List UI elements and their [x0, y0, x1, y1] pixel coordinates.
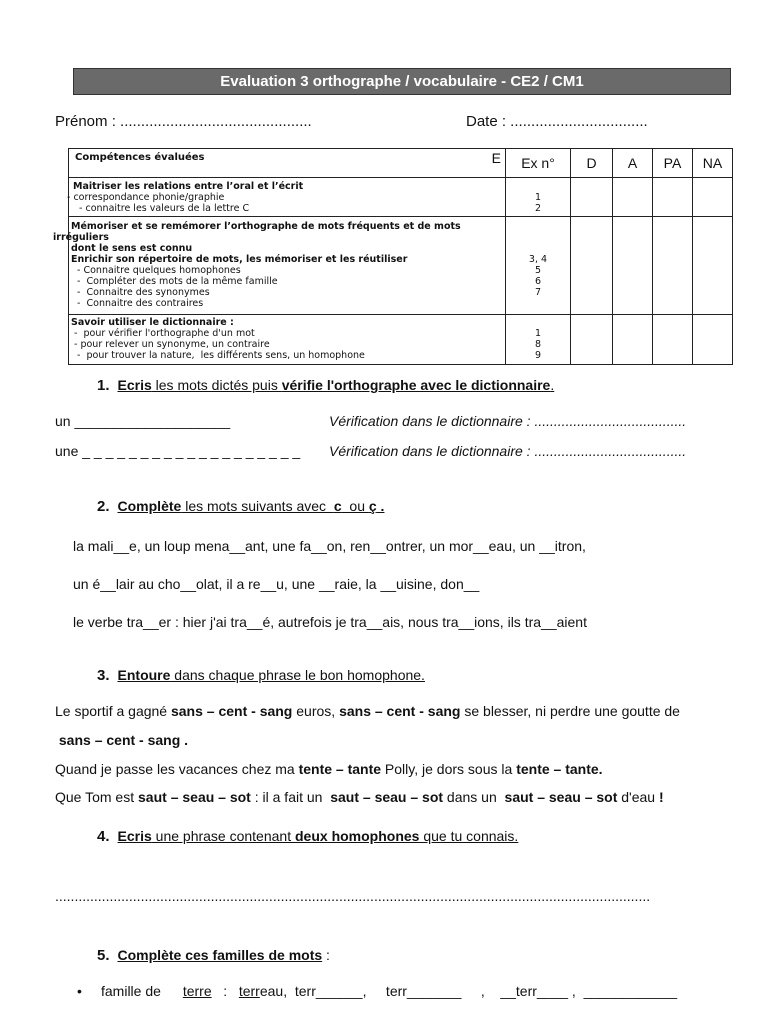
- root-word: terre: [182, 983, 212, 999]
- exercise-5-instruction: [97, 947, 330, 964]
- score-cell[interactable]: [653, 315, 693, 365]
- homophone-sentence-2: Quand je passe les vacances chez ma tente – tante Polly, je dors sous la tente – tante.: [55, 761, 603, 777]
- instruction-text: les mots suivants avec: [181, 498, 334, 514]
- competence-heading: irréguliers: [53, 232, 109, 243]
- instruction-text: dans chaque phrase le bon homophone.: [170, 667, 425, 683]
- exercise-number-label: 1.: [97, 377, 110, 394]
- instruction-text: ou: [341, 498, 369, 514]
- homophone-choice[interactable]: sans – cent - sang: [339, 703, 461, 719]
- score-cell[interactable]: [693, 217, 733, 315]
- exercise-number: [506, 232, 570, 243]
- exercise-number-label: 3.: [97, 667, 110, 684]
- score-cell[interactable]: [613, 315, 653, 365]
- sentence-answer-line[interactable]: .........................................................................................................................................................: [55, 888, 651, 904]
- table-row: [69, 178, 733, 217]
- dictation-answer-1[interactable]: un ____________________: [55, 413, 231, 429]
- competence-item: - pour vérifier l'orthographe d'un mot: [71, 328, 255, 339]
- exercise-number: [506, 181, 570, 192]
- exercise-number-label: 5.: [97, 947, 110, 964]
- exercise-number-label: 4.: [97, 828, 110, 845]
- exercise-4-instruction: [97, 828, 518, 845]
- header-na: NA: [693, 149, 733, 178]
- homophone-choice[interactable]: tente – tante.: [516, 761, 603, 777]
- competence-heading: dont le sens est connu: [71, 243, 193, 254]
- table-row: [69, 315, 733, 365]
- competence-item: - connaitre les valeurs de la lettre C: [73, 203, 250, 214]
- competence-heading: Mémoriser et se remémorer l’orthographe de mots fréquents et de mots: [71, 221, 461, 232]
- score-cell[interactable]: [653, 217, 693, 315]
- instruction-text: que tu connais.: [419, 828, 519, 844]
- exercise-number: 7: [534, 287, 542, 298]
- homophone-choice[interactable]: saut – seau – sot: [504, 789, 618, 805]
- competences-table: [53, 148, 733, 365]
- fill-in-line-1[interactable]: la mali__e, un loup mena__ant, une fa__on, ren__ontrer, un mor__eau, un __itron,: [73, 538, 586, 554]
- exercise-number: 1: [534, 192, 542, 203]
- competence-heading: Savoir utiliser le dictionnaire :: [71, 317, 234, 328]
- homophone-choice[interactable]: sans – cent - sang .: [55, 732, 189, 748]
- competence-heading: Maitriser les relations entre l’oral et l’écrit: [73, 181, 304, 192]
- instruction-text: .: [376, 498, 385, 514]
- competence-item: - Connaitre quelques homophones: [71, 265, 241, 276]
- exercise-number: 2: [534, 203, 542, 214]
- exercise-number: 1: [534, 328, 542, 339]
- competence-item: - pour relever un synonyme, un contraire: [71, 339, 270, 350]
- competence-item: - Connaitre des synonymes: [71, 287, 210, 298]
- score-cell[interactable]: [613, 217, 653, 315]
- homophone-choice[interactable]: saut – seau – sot: [138, 789, 251, 805]
- score-cell[interactable]: [571, 178, 613, 217]
- instruction-emphasis: deux homophones: [295, 828, 420, 844]
- exercise-3-instruction: [97, 667, 425, 684]
- exercise-number: [506, 221, 570, 232]
- word-family-line[interactable]: • famille de terre : terreau, terr______, terr_______ , __terr____ , ____________: [77, 983, 678, 999]
- instruction-emphasis: vérifie l'orthographe avec le dictionnaire: [281, 377, 551, 393]
- competence-item: - Connaitre des contraires: [71, 298, 204, 309]
- score-cell[interactable]: [613, 178, 653, 217]
- instruction-verb: Complète: [117, 498, 182, 514]
- fill-in-line-2[interactable]: un é__lair au cho__olat, il a re__u, une __raie, la __uisine, don__: [73, 576, 480, 592]
- exercise-number: 6: [534, 276, 542, 287]
- bullet-icon: •: [77, 983, 82, 999]
- dictation-answer-2[interactable]: une _ _ _ _ _ _ _ _ _ _ _ _ _ _ _ _ _ _ _: [55, 443, 301, 459]
- score-cell[interactable]: [693, 178, 733, 217]
- instruction-text: les mots dictés puis: [151, 377, 282, 393]
- exercise-2-instruction: [97, 498, 384, 515]
- exercise-number: [506, 243, 570, 254]
- page-title: Evaluation 3 orthographe / vocabulaire - CE2 / CM1: [73, 68, 731, 95]
- score-cell[interactable]: [653, 178, 693, 217]
- exercise-number: 9: [534, 350, 542, 361]
- exercise-number-label: 2.: [97, 498, 110, 515]
- competence-heading: Enrichir son répertoire de mots, les mémoriser et les réutiliser: [71, 254, 408, 265]
- header-pa: PA: [653, 149, 693, 178]
- exercise-1-instruction: [97, 377, 554, 394]
- instruction-emphasis: c: [333, 498, 342, 514]
- exercise-number: 3, 4: [528, 254, 548, 265]
- instruction-text: .: [550, 377, 555, 393]
- homophone-sentence-1: Le sportif a gagné sans – cent - sang euros, sans – cent - sang se blesser, ni perdre une goutte de: [55, 703, 680, 719]
- instruction-text: une phrase contenant: [151, 828, 295, 844]
- competence-item: - correspondance phonie/graphie: [67, 192, 225, 203]
- score-cell[interactable]: [693, 315, 733, 365]
- homophone-choice[interactable]: sans – cent - sang: [170, 703, 293, 719]
- date-field[interactable]: Date : .................................: [466, 113, 648, 130]
- competence-item: - Compléter des mots de la même famille: [71, 276, 278, 287]
- homophone-choice[interactable]: tente – tante: [298, 761, 382, 777]
- score-cell[interactable]: [571, 217, 613, 315]
- dictionary-check-1[interactable]: Vérification dans le dictionnaire : .......................................: [329, 413, 687, 429]
- homophone-sentence-3: Que Tom est saut – seau – sot : il a fait un saut – seau – sot dans un saut – seau – sot d'eau !: [55, 789, 664, 805]
- competence-item: - pour trouver la nature, les différents sens, un homophone: [71, 350, 365, 361]
- header-e: E: [491, 150, 501, 166]
- instruction-verb: Ecris: [117, 828, 152, 844]
- instruction-text: :: [322, 947, 330, 963]
- fill-in-line-3[interactable]: le verbe tra__er : hier j'ai tra__é, autrefois je tra__ais, nous tra__ions, ils tra__aient: [73, 614, 587, 630]
- header-ex: Ex n°: [506, 149, 571, 178]
- exercise-number: 5: [534, 265, 542, 276]
- table-row: [69, 217, 733, 315]
- prenom-field[interactable]: Prénom : ..............................................: [55, 113, 312, 130]
- instruction-verb: Complète ces familles de mots: [117, 947, 323, 963]
- instruction-verb: Ecris: [117, 377, 152, 393]
- instruction-emphasis: ç: [368, 498, 377, 514]
- score-cell[interactable]: [571, 315, 613, 365]
- header-a: A: [613, 149, 653, 178]
- header-competences: Compétences évaluées E: [69, 149, 506, 178]
- dictionary-check-2[interactable]: Vérification dans le dictionnaire : .......................................: [329, 443, 687, 459]
- table-header-row: [69, 149, 733, 178]
- homophone-choice[interactable]: saut – seau – sot: [330, 789, 444, 805]
- exercise-number: 8: [534, 339, 542, 350]
- exercise-number: [506, 317, 570, 328]
- exercise-number: [506, 298, 570, 309]
- instruction-verb: Entoure: [117, 667, 171, 683]
- header-d: D: [571, 149, 613, 178]
